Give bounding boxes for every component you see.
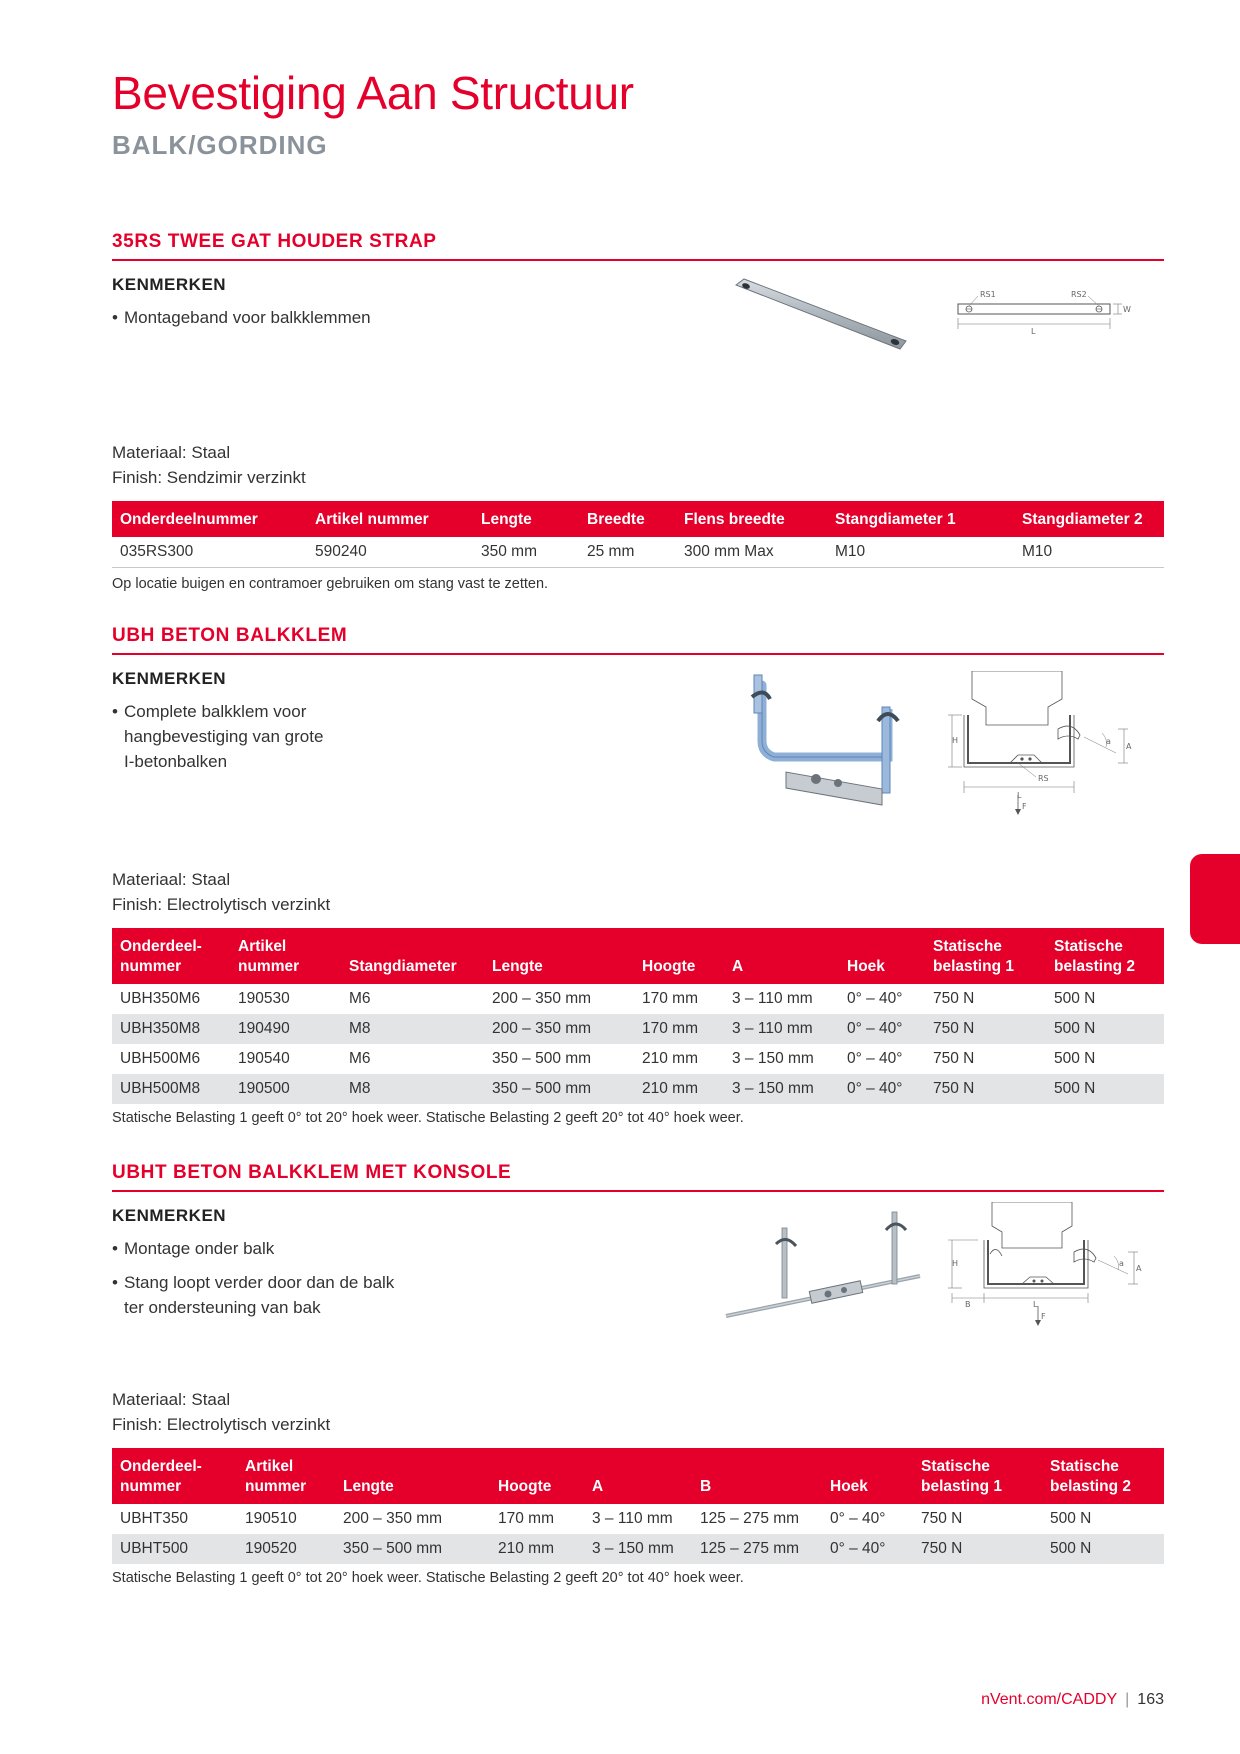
column-header: Lengte (343, 1478, 394, 1495)
table-cell: 200 – 350 mm (484, 1014, 634, 1044)
table-cell: UBH500M6 (120, 1050, 201, 1067)
table-header-row (112, 928, 1164, 984)
table-cell: 170 mm (642, 990, 698, 1007)
features-heading: KENMERKEN (112, 669, 227, 688)
drawing-label-rs: RS (1038, 774, 1049, 783)
chapter-tab (1190, 854, 1240, 944)
column-header: Artikel nummer (315, 511, 429, 528)
table-cell: 035RS300 (112, 537, 307, 567)
table-cell: 350 – 500 mm (492, 1050, 592, 1067)
table-note: Statische Belasting 1 geeft 0° tot 20° hoek weer. Statische Belasting 2 geeft 20° tot 40° hoek weer. (112, 1570, 744, 1586)
column-header: Flens breedte (684, 511, 785, 528)
drawing-label-f: F (1022, 802, 1027, 811)
table-row (112, 984, 1164, 1014)
table-cell: 300 mm Max (676, 537, 827, 567)
feature-item: • Montage onder balk (112, 1239, 275, 1258)
table-cell: 750 N (921, 1510, 963, 1527)
column-header: Stangdiameter (349, 958, 457, 975)
table-cell: 350 – 500 mm (484, 1074, 634, 1104)
table-cell: 3 – 150 mm (732, 1050, 814, 1067)
table-cell: 190510 (245, 1510, 297, 1527)
console-clamp-technical-drawing (938, 1202, 1148, 1332)
table-cell: M6 (349, 1050, 371, 1067)
column-header: Lengte (492, 958, 543, 975)
drawing-label-l: L (1017, 791, 1022, 800)
table-cell: 200 – 350 mm (343, 1510, 443, 1527)
drawing-label-rs1: RS1 (980, 291, 996, 299)
drawing-label-h: H (952, 1259, 959, 1268)
column-header: Statische belasting 2 (1054, 938, 1135, 975)
material-text: Materiaal: Staal (112, 1390, 231, 1409)
column-header: Lengte (481, 511, 532, 528)
table-cell: UBH500M8 (112, 1074, 230, 1104)
section-35rs (112, 231, 1164, 592)
table-cell: 3 – 110 mm (724, 1014, 839, 1044)
table-cell: 3 – 110 mm (592, 1510, 673, 1527)
page-title: Bevestiging Aan Structuur (112, 67, 634, 119)
features-heading: KENMERKEN (112, 275, 227, 294)
strap-technical-drawing (938, 291, 1138, 349)
footer-url[interactable]: nVent.com/CADDY (981, 1691, 1118, 1708)
table-cell: M6 (349, 990, 371, 1007)
spec-table (112, 501, 1164, 568)
table-cell: M8 (341, 1014, 484, 1044)
table-cell: 190540 (238, 1050, 290, 1067)
finish-text: Finish: Electrolytisch verzinkt (112, 1415, 331, 1434)
column-header: Statische belasting 1 (921, 1458, 1002, 1495)
section-title: 35RS TWEE GAT HOUDER STRAP (112, 231, 1164, 261)
table-cell: 0° – 40° (822, 1534, 913, 1564)
section-title: UBHT BETON BALKKLEM MET KONSOLE (112, 1162, 1164, 1192)
page-subtitle: BALK/GORDING (112, 130, 328, 160)
table-cell: 190490 (230, 1014, 341, 1044)
column-header: Stangdiameter 2 (1022, 511, 1143, 528)
table-cell: M10 (827, 537, 1014, 567)
finish-text: Finish: Electrolytisch verzinkt (112, 895, 331, 914)
column-header: Statische belasting 1 (933, 938, 1014, 975)
table-cell: 750 N (913, 1534, 1042, 1564)
column-header: Hoek (847, 958, 885, 975)
drawing-label-rs2: RS2 (1071, 291, 1087, 299)
table-cell: 190530 (238, 990, 290, 1007)
column-header: Hoek (830, 1478, 868, 1495)
spec-table (112, 1448, 1164, 1564)
table-cell: 750 N (933, 990, 975, 1007)
table-cell: 350 mm (473, 537, 579, 567)
table-cell: 210 mm (490, 1534, 584, 1564)
table-cell: 190520 (237, 1534, 335, 1564)
column-header: Breedte (587, 511, 645, 528)
table-cell: 0° – 40° (830, 1510, 886, 1527)
table-row (112, 1014, 1164, 1044)
column-header: Onderdeel- nummer (120, 1458, 202, 1495)
section-ubht (112, 1162, 1164, 1586)
table-cell: 750 N (925, 1014, 1046, 1044)
table-cell: 25 mm (579, 537, 676, 567)
table-cell: 210 mm (634, 1074, 724, 1104)
drawing-label-w: W (1123, 305, 1131, 314)
table-cell: 3 – 150 mm (724, 1074, 839, 1104)
table-cell: 500 N (1042, 1534, 1164, 1564)
table-row (112, 537, 1164, 567)
table-header-row (112, 501, 1164, 537)
table-cell: 125 – 275 mm (700, 1510, 800, 1527)
finish-text: Finish: Sendzimir verzinkt (112, 468, 306, 487)
table-header-row (112, 1448, 1164, 1504)
feature-item: • Complete balkklem voor hangbevestiging van grote I-betonbalken (112, 702, 324, 771)
table-cell: 500 N (1054, 1050, 1096, 1067)
column-header: A (732, 958, 744, 975)
table-cell: 350 – 500 mm (335, 1534, 490, 1564)
section-title: UBH BETON BALKKLEM (112, 625, 1164, 655)
table-cell: 500 N (1054, 990, 1096, 1007)
column-header: Onderdeelnummer (120, 511, 258, 528)
drawing-label-a-small: a (1106, 737, 1111, 746)
column-header: B (700, 1478, 712, 1495)
table-note: Statische Belasting 1 geeft 0° tot 20° hoek weer. Statische Belasting 2 geeft 20° tot 40° hoek weer. (112, 1110, 744, 1126)
table-cell: UBHT500 (112, 1534, 237, 1564)
table-cell: 170 mm (634, 1014, 724, 1044)
table-cell: 210 mm (642, 1050, 698, 1067)
drawing-label-l: L (1033, 1300, 1038, 1309)
features-heading: KENMERKEN (112, 1206, 227, 1225)
table-cell: 750 N (925, 1074, 1046, 1104)
drawing-label-h: H (952, 736, 959, 745)
table-cell: 170 mm (498, 1510, 554, 1527)
drawing-label-l: L (1031, 327, 1036, 336)
table-row (112, 1534, 1164, 1564)
column-header: Statische belasting 2 (1050, 1458, 1131, 1495)
table-cell: 500 N (1050, 1510, 1092, 1527)
table-row (112, 1044, 1164, 1074)
feature-item: • Stang loopt verder door dan de balk ter ondersteuning van bak (112, 1273, 395, 1317)
spec-table (112, 928, 1164, 1104)
page-number: 163 (1137, 1691, 1164, 1708)
table-cell: 0° – 40° (839, 1074, 925, 1104)
table-cell: 3 – 110 mm (732, 990, 813, 1007)
table-row (112, 1504, 1164, 1534)
column-header: Artikel nummer (238, 938, 300, 975)
table-cell: UBH350M6 (120, 990, 201, 1007)
table-cell: 590240 (307, 537, 473, 567)
column-header: Stangdiameter 1 (835, 511, 956, 528)
drawing-label-a: A (1136, 1264, 1142, 1273)
table-cell: 3 – 150 mm (584, 1534, 692, 1564)
table-cell: 500 N (1046, 1014, 1164, 1044)
table-cell: M8 (341, 1074, 484, 1104)
table-cell: UBH350M8 (112, 1014, 230, 1044)
section-ubh (112, 625, 1164, 1126)
table-cell: 125 – 275 mm (692, 1534, 822, 1564)
table-cell: UBHT350 (120, 1510, 189, 1527)
table-cell: 200 – 350 mm (492, 990, 592, 1007)
table-cell: M10 (1014, 537, 1164, 567)
column-header: Hoogte (498, 1478, 552, 1495)
page-footer (981, 1691, 1164, 1709)
strap-product-image (730, 275, 920, 360)
column-header: A (592, 1478, 604, 1495)
table-cell: 190500 (230, 1074, 341, 1104)
column-header: Artikel nummer (245, 1458, 307, 1495)
drawing-label-b: B (965, 1300, 971, 1309)
table-cell: 0° – 40° (839, 1014, 925, 1044)
material-text: Materiaal: Staal (112, 443, 231, 462)
column-header: Onderdeel- nummer (120, 938, 202, 975)
table-row (112, 1074, 1164, 1104)
drawing-label-f: F (1041, 1312, 1046, 1321)
console-clamp-product-image (724, 1210, 924, 1320)
table-cell: 0° – 40° (847, 1050, 903, 1067)
drawing-label-a: A (1126, 742, 1132, 751)
table-cell: 750 N (933, 1050, 975, 1067)
table-cell: 500 N (1046, 1074, 1164, 1104)
beam-clamp-product-image (712, 673, 912, 813)
material-text: Materiaal: Staal (112, 870, 231, 889)
beam-clamp-technical-drawing (938, 671, 1138, 821)
footer-separator: | (1125, 1691, 1130, 1708)
table-cell: 0° – 40° (847, 990, 903, 1007)
drawing-label-a-small: a (1119, 1259, 1124, 1268)
feature-item: • Montageband voor balkklemmen (112, 308, 371, 327)
column-header: Hoogte (642, 958, 696, 975)
table-note: Op locatie buigen en contramoer gebruiken om stang vast te zetten. (112, 576, 549, 592)
